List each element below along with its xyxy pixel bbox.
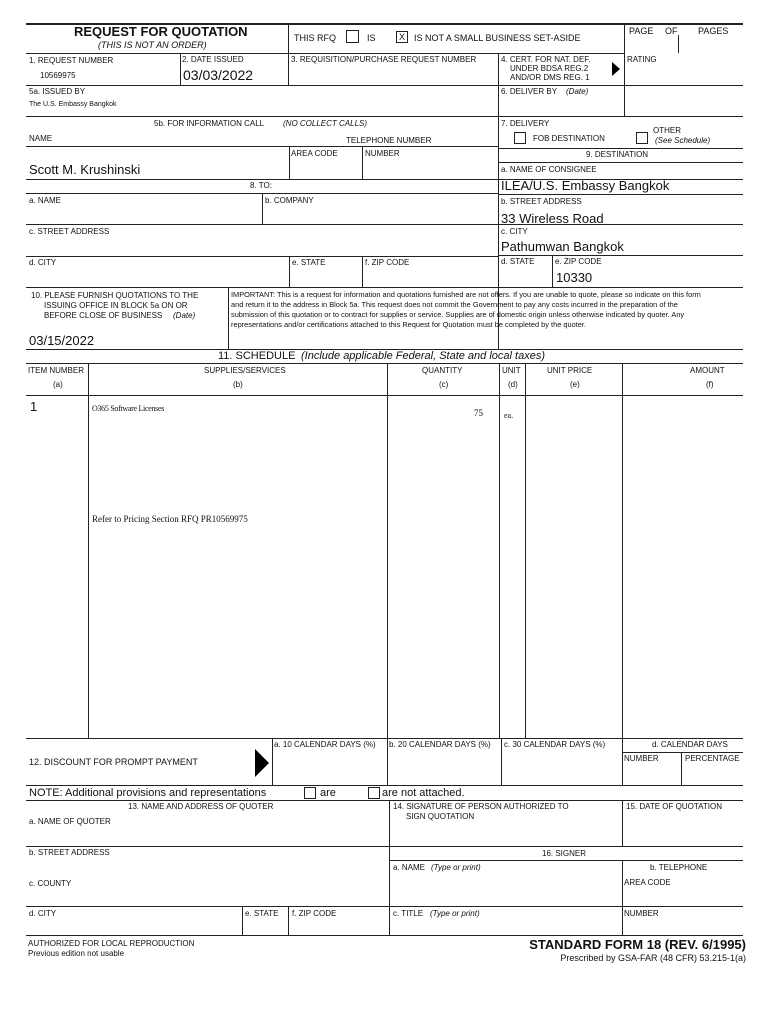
signer-telephone-label: b. TELEPHONE (650, 863, 708, 872)
standard-form-label: STANDARD FORM 18 (REV. 6/1995) (529, 937, 746, 952)
no-collect-label: (NO COLLECT CALLS) (283, 119, 368, 128)
rule (525, 363, 526, 738)
rule (26, 785, 743, 786)
to-zip-label: f. ZIP CODE (365, 258, 410, 267)
see-schedule-label: (See Schedule) (655, 136, 711, 145)
quoter-city-label: d. CITY (29, 909, 57, 918)
of-label: OF (665, 26, 678, 36)
destination-label: 9. DESTINATION (586, 150, 649, 159)
rule (389, 860, 743, 861)
rule (622, 738, 623, 785)
this-rfq-label: THIS RFQ (294, 33, 336, 43)
rule (26, 800, 743, 801)
deliver-by-date-label: (Date) (566, 87, 589, 96)
rule (624, 23, 625, 116)
rule (362, 146, 363, 179)
page-label: PAGE (629, 26, 654, 36)
important-notice: IMPORTANT: This is a request for information and quotations furnished are not offers. If you are unable to quote, please so indicate on this form and return it to the address in Block 5a. This request does not commit the Government to pay any costs incurred in the preparation of the submission of this quotation or to contract for supplies or service. Supplies are of domestic origin unless otherwise indicated by quoter. Any representations and/or certifications attached to this Request for Quotation must be completed by the quoter. (231, 290, 701, 329)
signer-title-hint: (Type or print) (430, 909, 480, 918)
rule (622, 363, 623, 738)
rule (26, 363, 743, 364)
rule (288, 906, 289, 935)
pricing-note: Refer to Pricing Section RFQ PR10569975 (92, 514, 248, 524)
rating-label: RATING (627, 55, 657, 64)
rule (26, 146, 498, 147)
rule (26, 287, 743, 288)
to-street-label: c. STREET ADDRESS (29, 227, 110, 236)
col-unit-price-label: UNIT PRICE (547, 366, 593, 375)
rule (26, 256, 498, 257)
rule (180, 53, 181, 85)
rule (552, 255, 553, 287)
to-company-label: b. COMPANY (265, 196, 314, 205)
is-not-checkbox[interactable]: X (396, 31, 408, 43)
to-name-label: a. NAME (29, 196, 62, 205)
discount-percentage-label: PERCENTAGE (685, 754, 740, 763)
rule (498, 194, 743, 195)
signer-name-label: a. NAME (393, 863, 426, 872)
is-checkbox[interactable] (346, 30, 359, 43)
rule (26, 224, 743, 225)
col-amount-sub: (f) (706, 380, 714, 389)
are-checkbox[interactable] (304, 787, 316, 799)
rule (26, 738, 743, 739)
pages-label: PAGES (698, 26, 729, 36)
dest-street-label: b. STREET ADDRESS (501, 197, 582, 206)
signer-name-hint: (Type or print) (431, 863, 481, 872)
to-state-label: e. STATE (292, 258, 326, 267)
small-business-label: IS NOT A SMALL BUSINESS SET-ASIDE (414, 33, 581, 43)
deliver-by-label: 6. DELIVER BY (501, 87, 558, 96)
furnish-label-3: BEFORE CLOSE OF BUSINESS (44, 311, 163, 320)
quoter-block-label: 13. NAME AND ADDRESS OF QUOTER (128, 802, 274, 811)
rule (88, 363, 89, 738)
rule (362, 256, 363, 287)
cert-label-3: AND/OR DMS REG. 1 (510, 73, 590, 82)
col-quantity-sub: (c) (439, 380, 449, 389)
furnish-label-1: 10. PLEASE FURNISH QUOTATIONS TO THE (31, 291, 199, 300)
rule (26, 116, 743, 117)
are-label: are (320, 787, 336, 799)
rule (498, 255, 743, 256)
other-checkbox[interactable] (636, 132, 648, 144)
delivery-label: 7. DELIVERY (501, 119, 550, 128)
dest-street-value: 33 Wireless Road (501, 211, 604, 226)
form-title: REQUEST FOR QUOTATION (74, 24, 248, 39)
quoter-name-label: a. NAME OF QUOTER (29, 817, 111, 826)
rule (26, 53, 624, 54)
rule (228, 287, 229, 349)
rule (681, 752, 682, 785)
signature-label-1: 14. SIGNATURE OF PERSON AUTHORIZED TO (393, 802, 569, 811)
number-label: NUMBER (365, 149, 400, 158)
previous-edition-note: Previous edition not usable (28, 949, 125, 958)
are-not-label: are not attached. (382, 787, 465, 799)
authorized-note: AUTHORIZED FOR LOCAL REPRODUCTION (28, 939, 195, 948)
rule (622, 860, 623, 935)
rule (288, 23, 289, 85)
col-item-sub: (a) (53, 380, 63, 389)
rule (26, 395, 743, 396)
quote-due-date: 03/15/2022 (29, 333, 95, 348)
signer-number-label: NUMBER (624, 909, 659, 918)
rule (242, 906, 243, 935)
rule (26, 935, 743, 936)
prescribed-label: Prescribed by GSA-FAR (48 CFR) 53.215-1(a) (560, 953, 746, 963)
quoter-zip-label: f. ZIP CODE (292, 909, 337, 918)
signer-title-label: c. TITLE (393, 909, 424, 918)
dest-zip-label: e. ZIP CODE (555, 257, 602, 266)
discount-20-label: b. 20 CALENDAR DAYS (%) (389, 740, 491, 749)
furnish-label-2: ISSUING OFFICE IN BLOCK 5a ON OR (44, 301, 188, 310)
cert-label-2: UNDER BDSA REG.2 (510, 64, 589, 73)
schedule-subtitle: (Include applicable Federal, State and local taxes) (301, 350, 545, 362)
rule (622, 800, 623, 846)
col-supplies-sub: (b) (233, 380, 243, 389)
rule (498, 162, 743, 163)
item-quantity: 75 (474, 408, 483, 418)
request-number-label: 1. REQUEST NUMBER (29, 56, 114, 65)
rule (622, 752, 743, 753)
col-unit-sub: (d) (508, 380, 518, 389)
discount-days-label: d. CALENDAR DAYS (652, 740, 728, 749)
other-label: OTHER (653, 126, 681, 135)
rule (501, 738, 502, 785)
provisions-note: NOTE: Additional provisions and representations (29, 787, 267, 799)
discount-number-label: NUMBER (624, 754, 659, 763)
issued-by-label: 5a. ISSUED BY (29, 87, 86, 96)
item-description: O365 Software Licenses (92, 404, 165, 413)
col-supplies-label: SUPPLIES/SERVICES (204, 366, 286, 375)
rule (26, 846, 743, 847)
rule (26, 85, 743, 86)
info-call-label: 5b. FOR INFORMATION CALL (154, 119, 265, 128)
rule (289, 146, 290, 179)
date-issued-label: 2. DATE ISSUED (182, 55, 244, 64)
rule (387, 738, 388, 785)
furnish-date-label: (Date) (173, 311, 196, 320)
rule (262, 193, 263, 224)
quoter-street-label: b. STREET ADDRESS (29, 848, 110, 857)
contact-name-label: NAME (29, 134, 53, 143)
fob-label: FOB DESTINATION (533, 134, 605, 143)
rule (272, 738, 273, 785)
col-amount-label: AMOUNT (690, 366, 725, 375)
signer-label: 16. SIGNER (542, 849, 587, 858)
rule (26, 906, 743, 907)
quoter-state-label: e. STATE (245, 909, 279, 918)
is-label: IS (367, 33, 376, 43)
col-unit-label: UNIT (502, 366, 521, 375)
are-not-checkbox[interactable] (368, 787, 380, 799)
fob-checkbox[interactable] (514, 132, 526, 144)
discount-label: 12. DISCOUNT FOR PROMPT PAYMENT (29, 757, 198, 767)
rule (389, 800, 390, 935)
rule (499, 363, 500, 738)
dest-city-label: c. CITY (501, 227, 528, 236)
cert-label-1: 4. CERT. FOR NAT. DEF. (501, 55, 591, 64)
item-number: 1 (30, 399, 38, 414)
rule (678, 35, 679, 53)
telephone-label: TELEPHONE NUMBER (346, 136, 432, 145)
item-unit: ea. (504, 411, 514, 420)
consignee-value: ILEA/U.S. Embassy Bangkok (501, 178, 670, 193)
signature-label-2: SIGN QUOTATION (406, 812, 475, 821)
rule (387, 363, 388, 738)
pointer-arrow-icon (255, 749, 269, 777)
schedule-title: 11. SCHEDULE (218, 350, 296, 362)
dest-zip-value: 10330 (556, 270, 593, 285)
rule (289, 256, 290, 287)
contact-name-value: Scott M. Krushinski (29, 162, 141, 177)
rule (498, 148, 743, 149)
signer-area-code-label: AREA CODE (624, 878, 671, 887)
col-unit-price-sub: (e) (570, 380, 580, 389)
area-code-label: AREA CODE (291, 149, 338, 158)
request-number-value: 10569975 (40, 71, 76, 80)
quotation-date-label: 15. DATE OF QUOTATION (626, 802, 723, 811)
quoter-county-label: c. COUNTY (29, 879, 72, 888)
to-city-label: d. CITY (29, 258, 57, 267)
pointer-arrow-icon (612, 62, 620, 76)
form-subtitle: (THIS IS NOT AN ORDER) (98, 40, 207, 50)
discount-10-label: a. 10 CALENDAR DAYS (%) (274, 740, 376, 749)
dest-city-value: Pathumwan Bangkok (501, 239, 624, 254)
col-quantity-label: QUANTITY (422, 366, 463, 375)
col-item-label: ITEM NUMBER (28, 366, 84, 375)
dest-state-label: d. STATE (501, 257, 535, 266)
consignee-label: a. NAME OF CONSIGNEE (501, 165, 597, 174)
date-issued-value: 03/03/2022 (183, 67, 254, 83)
requisition-label: 3. REQUISITION/PURCHASE REQUEST NUMBER (291, 55, 477, 64)
to-label: 8. TO: (250, 181, 272, 190)
discount-30-label: c. 30 CALENDAR DAYS (%) (504, 740, 606, 749)
issued-by-value: The U.S. Embassy Bangkok (29, 101, 117, 108)
